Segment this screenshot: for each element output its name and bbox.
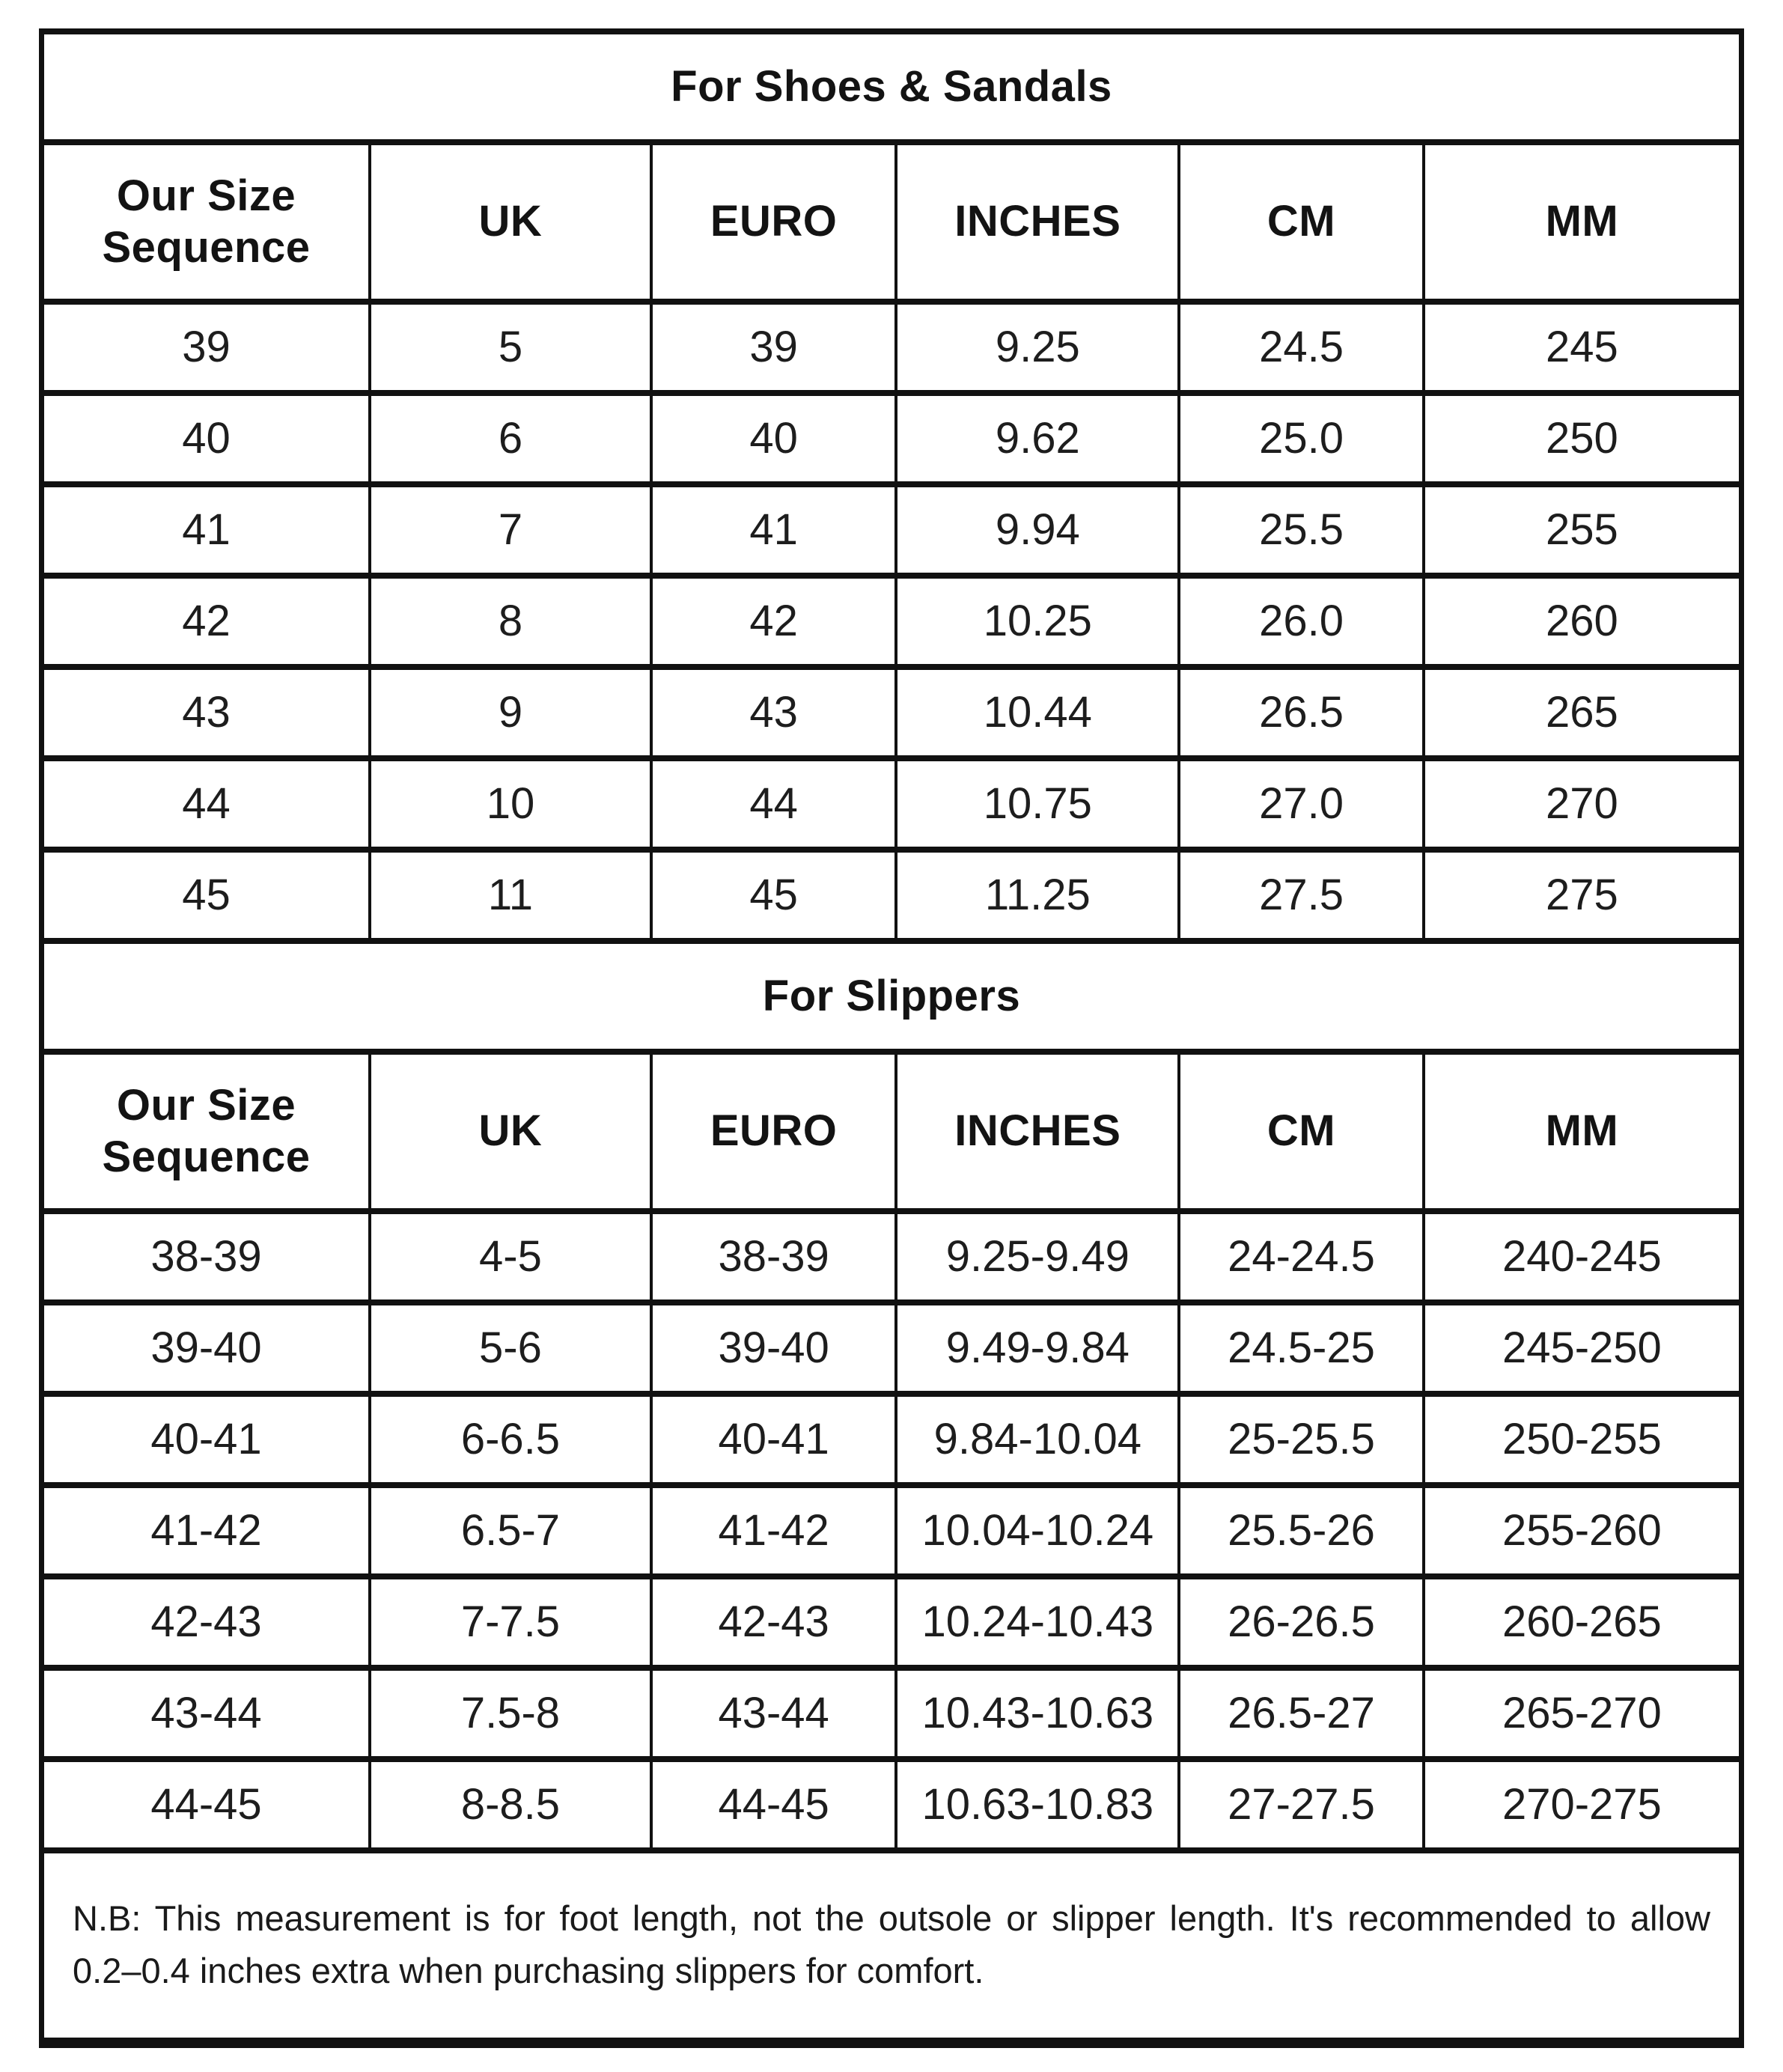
table-cell: 39-40	[653, 1305, 895, 1391]
table-cell: 27.5	[1180, 853, 1422, 938]
table-cell: 5-6	[371, 1305, 650, 1391]
section-title-row	[44, 944, 1739, 1049]
table-row	[44, 1671, 1739, 1756]
table-cell: 24.5-25	[1180, 1305, 1422, 1391]
table-row	[44, 579, 1739, 664]
table-cell: 25.0	[1180, 396, 1422, 481]
table-cell: 9.94	[897, 487, 1177, 573]
table-cell: 7.5-8	[371, 1671, 650, 1756]
table-cell: 260-265	[1425, 1579, 1739, 1665]
table-cell: 270	[1425, 761, 1739, 847]
table-cell: 39	[44, 305, 368, 390]
column-header: CM	[1180, 1055, 1422, 1208]
column-header: MM	[1425, 1055, 1739, 1208]
table-cell: 26.5-27	[1180, 1671, 1422, 1756]
section-title: For Shoes & Sandals	[44, 34, 1739, 139]
table-cell: 42	[44, 579, 368, 664]
table-cell: 26.5	[1180, 670, 1422, 755]
table-cell: 255-260	[1425, 1488, 1739, 1573]
table-cell: 42	[653, 579, 895, 664]
column-header: EURO	[653, 145, 895, 299]
column-header: INCHES	[897, 1055, 1177, 1208]
table-cell: 9.62	[897, 396, 1177, 481]
table-cell: 25.5-26	[1180, 1488, 1422, 1573]
table-cell: 44	[44, 761, 368, 847]
table-cell: 250	[1425, 396, 1739, 481]
table-cell: 4-5	[371, 1214, 650, 1299]
table-cell: 41-42	[44, 1488, 368, 1573]
column-header: UK	[371, 1055, 650, 1208]
section-title: For Slippers	[44, 944, 1739, 1049]
table-row	[44, 1579, 1739, 1665]
table-cell: 265	[1425, 670, 1739, 755]
table-cell: 260	[1425, 579, 1739, 664]
table-cell: 6-6.5	[371, 1397, 650, 1482]
table-cell: 10.25	[897, 579, 1177, 664]
column-header: MM	[1425, 145, 1739, 299]
table-cell: 38-39	[44, 1214, 368, 1299]
column-header: UK	[371, 145, 650, 299]
table-cell: 44	[653, 761, 895, 847]
table-cell: 6	[371, 396, 650, 481]
table-cell: 10.24-10.43	[897, 1579, 1177, 1665]
table-row	[44, 396, 1739, 481]
table-cell: 27-27.5	[1180, 1762, 1422, 1847]
table-cell: 9	[371, 670, 650, 755]
column-header: Our Size Sequence	[44, 1055, 368, 1208]
table-cell: 8-8.5	[371, 1762, 650, 1847]
table-cell: 44-45	[44, 1762, 368, 1847]
column-header: CM	[1180, 145, 1422, 299]
table-cell: 11.25	[897, 853, 1177, 938]
table-cell: 41	[44, 487, 368, 573]
note-row	[44, 1853, 1739, 2038]
table-row	[44, 1397, 1739, 1482]
table-cell: 10.63-10.83	[897, 1762, 1177, 1847]
table-cell: 9.49-9.84	[897, 1305, 1177, 1391]
table-cell: 40-41	[44, 1397, 368, 1482]
column-header: INCHES	[897, 145, 1177, 299]
table-cell: 40	[653, 396, 895, 481]
table-row	[44, 1762, 1739, 1847]
table-cell: 41	[653, 487, 895, 573]
table-cell: 9.84-10.04	[897, 1397, 1177, 1482]
table-cell: 44-45	[653, 1762, 895, 1847]
table-cell: 39	[653, 305, 895, 390]
table-cell: 7	[371, 487, 650, 573]
table-cell: 10.04-10.24	[897, 1488, 1177, 1573]
table-cell: 11	[371, 853, 650, 938]
table-cell: 40-41	[653, 1397, 895, 1482]
table-cell: 265-270	[1425, 1671, 1739, 1756]
table-cell: 43-44	[44, 1671, 368, 1756]
table-row	[44, 670, 1739, 755]
table-row	[44, 305, 1739, 390]
table-cell: 25-25.5	[1180, 1397, 1422, 1482]
section-title-row	[44, 34, 1739, 139]
table-cell: 26.0	[1180, 579, 1422, 664]
table-row	[44, 1214, 1739, 1299]
table-cell: 24-24.5	[1180, 1214, 1422, 1299]
table-cell: 7-7.5	[371, 1579, 650, 1665]
table-cell: 9.25-9.49	[897, 1214, 1177, 1299]
table-cell: 255	[1425, 487, 1739, 573]
table-cell: 39-40	[44, 1305, 368, 1391]
table-row	[44, 853, 1739, 938]
header-row	[44, 145, 1739, 299]
header-row	[44, 1055, 1739, 1208]
table-cell: 250-255	[1425, 1397, 1739, 1482]
table-row	[44, 1305, 1739, 1391]
table-cell: 10.44	[897, 670, 1177, 755]
table-cell: 24.5	[1180, 305, 1422, 390]
column-header: EURO	[653, 1055, 895, 1208]
table-cell: 42-43	[44, 1579, 368, 1665]
table-cell: 43	[653, 670, 895, 755]
table-cell: 38-39	[653, 1214, 895, 1299]
size-chart-table	[39, 28, 1744, 2048]
table-cell: 26-26.5	[1180, 1579, 1422, 1665]
table-row	[44, 487, 1739, 573]
table-cell: 42-43	[653, 1579, 895, 1665]
table-cell: 10.43-10.63	[897, 1671, 1177, 1756]
table-cell: 5	[371, 305, 650, 390]
table-cell: 240-245	[1425, 1214, 1739, 1299]
table-cell: 10.75	[897, 761, 1177, 847]
column-header: Our Size Sequence	[44, 145, 368, 299]
table-cell: 245	[1425, 305, 1739, 390]
table-cell: 10	[371, 761, 650, 847]
table-cell: 8	[371, 579, 650, 664]
table-cell: 25.5	[1180, 487, 1422, 573]
table-cell: 41-42	[653, 1488, 895, 1573]
table-cell: 45	[653, 853, 895, 938]
table-cell: 43-44	[653, 1671, 895, 1756]
table-cell: 245-250	[1425, 1305, 1739, 1391]
table-cell: 45	[44, 853, 368, 938]
table-cell: 270-275	[1425, 1762, 1739, 1847]
table-cell: 9.25	[897, 305, 1177, 390]
table-cell: 6.5-7	[371, 1488, 650, 1573]
table-cell: 40	[44, 396, 368, 481]
note-text: N.B: This measurement is for foot length, not the outsole or slipper length. It's recommended to allow 0.2–0.4 inches extra when purchasing slippers for comfort.	[44, 1853, 1739, 2038]
table-row	[44, 761, 1739, 847]
table-row	[44, 1488, 1739, 1573]
table-cell: 27.0	[1180, 761, 1422, 847]
table-cell: 275	[1425, 853, 1739, 938]
table-cell: 43	[44, 670, 368, 755]
